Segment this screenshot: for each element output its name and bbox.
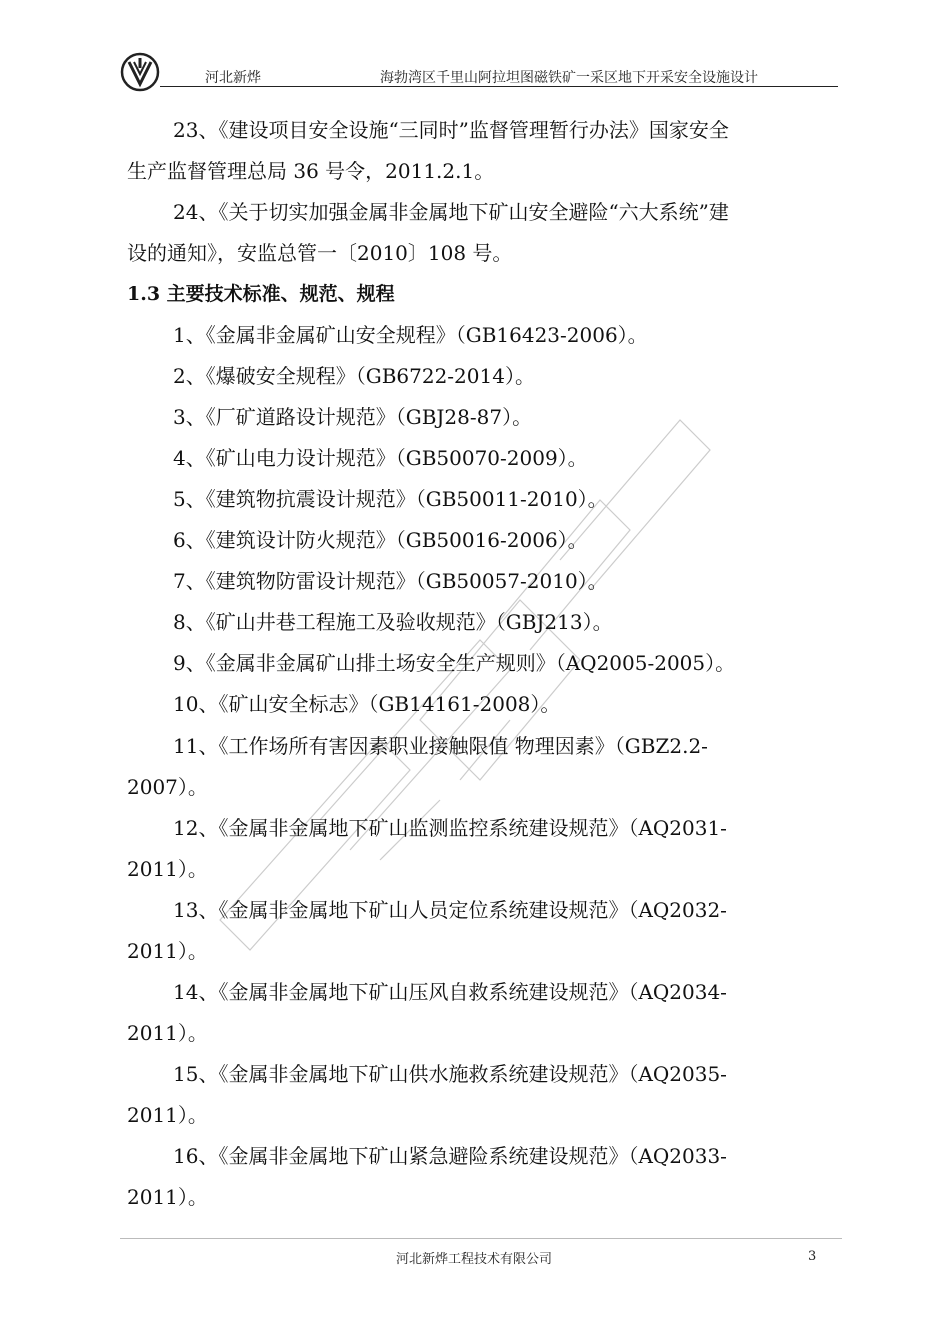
list-item: 1、《金属非金属矿山安全规程》（GB16423-2006）。 xyxy=(173,323,648,347)
paragraph-24-line-2: 设的通知》，安监总管一〔2010〕108 号。 xyxy=(127,241,513,265)
list-item-continuation: 2011）。 xyxy=(127,1103,208,1127)
list-item: 6、《建筑设计防火规范》（GB50016-2006）。 xyxy=(173,528,588,552)
list-item: 9、《金属非金属矿山排土场安全生产规则》（AQ2005-2005）。 xyxy=(173,651,736,675)
paragraph-24-line-1: 24、《关于切实加强金属非金属地下矿山安全避险“六大系统”建 xyxy=(173,200,729,224)
header-document-title: 海勃湾区千里山阿拉坦图磁铁矿一采区地下开采安全设施设计 xyxy=(380,70,758,86)
paragraph-23-line-2: 生产监督管理总局 36 号令，2011.2.1。 xyxy=(127,159,495,183)
list-item: 14、《金属非金属地下矿山压风自救系统建设规范》（AQ2034- xyxy=(173,980,727,1004)
list-item: 11、《工作场所有害因素职业接触限值 物理因素》（GBZ2.2- xyxy=(173,734,708,758)
list-item: 2、《爆破安全规程》（GB6722-2014）。 xyxy=(173,364,535,388)
company-logo-icon xyxy=(120,52,160,92)
list-item: 10、《矿山安全标志》（GB14161-2008）。 xyxy=(173,692,561,716)
list-item-continuation: 2011）。 xyxy=(127,939,208,963)
list-item-continuation: 2011）。 xyxy=(127,1185,208,1209)
list-item: 7、《建筑物防雷设计规范》（GB50057-2010）。 xyxy=(173,569,608,593)
list-item: 3、《厂矿道路设计规范》（GBJ28-87）。 xyxy=(173,405,533,429)
list-item: 4、《矿山电力设计规范》（GB50070-2009）。 xyxy=(173,446,588,470)
list-item: 12、《金属非金属地下矿山监测监控系统建设规范》（AQ2031- xyxy=(173,816,727,840)
header-company: 河北新烨 xyxy=(205,70,261,86)
list-item: 5、《建筑物抗震设计规范》（GB50011-2010）。 xyxy=(173,487,608,511)
list-item-continuation: 2011）。 xyxy=(127,1021,208,1045)
paragraph-23-line-1: 23、《建设项目安全设施“三同时”监督管理暂行办法》国家安全 xyxy=(173,118,729,142)
footer-divider xyxy=(120,1238,842,1239)
list-item: 15、《金属非金属地下矿山供水施救系统建设规范》（AQ2035- xyxy=(173,1062,727,1086)
list-item: 8、《矿山井巷工程施工及验收规范》（GBJ213）。 xyxy=(173,610,613,634)
list-item-continuation: 2007）。 xyxy=(127,775,208,799)
list-item-continuation: 2011）。 xyxy=(127,857,208,881)
page-number: 3 xyxy=(808,1249,817,1264)
header-divider xyxy=(160,86,838,87)
section-heading: 1.3 主要技术标准、规范、规程 xyxy=(127,283,395,305)
list-item: 13、《金属非金属地下矿山人员定位系统建设规范》（AQ2032- xyxy=(173,898,727,922)
list-item: 16、《金属非金属地下矿山紧急避险系统建设规范》（AQ2033- xyxy=(173,1144,727,1168)
footer-company: 河北新烨工程技术有限公司 xyxy=(396,1252,553,1267)
